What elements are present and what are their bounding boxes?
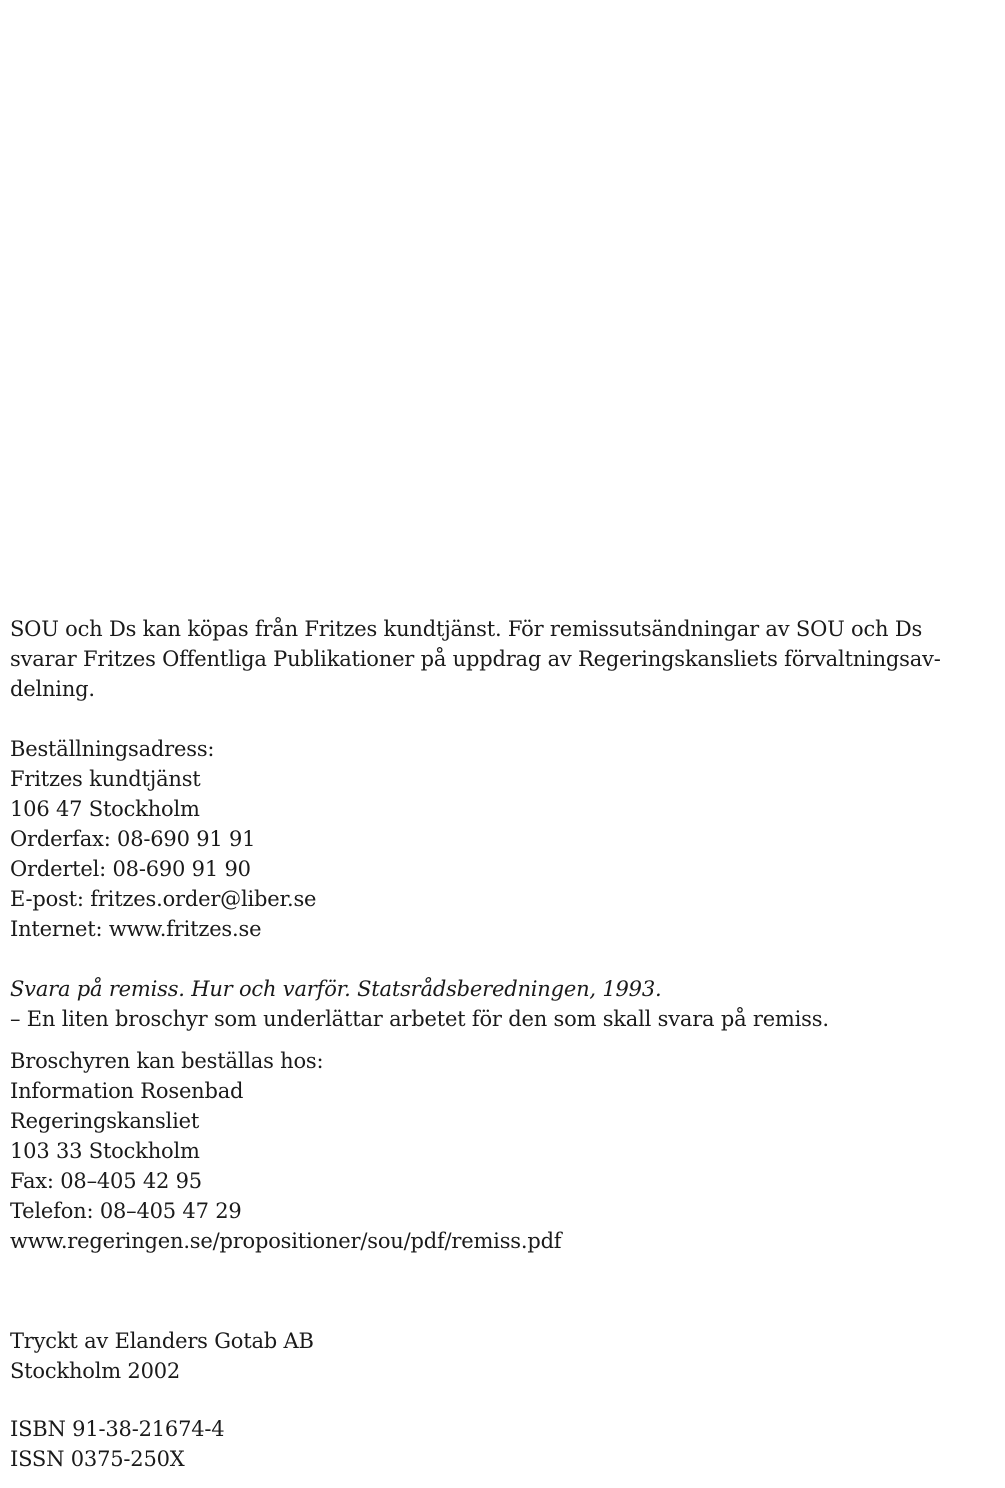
brochure-contact-heading: Broschyren kan beställas hos: (10, 1049, 324, 1073)
brochure-contact-phone: Telefon: 08–405 47 29 (10, 1199, 242, 1223)
brochure-contact-org: Information Rosenbad (10, 1079, 244, 1103)
brochure-reference (10, 974, 970, 1034)
order-heading: Beställningsadress: (10, 737, 215, 761)
order-fax: Orderfax: 08-690 91 91 (10, 827, 256, 851)
printer-name: Tryckt av Elanders Gotab AB (10, 1329, 314, 1353)
brochure-description: – En liten broschyr som underlättar arbetet för den som skall svara på remiss. (10, 1007, 829, 1031)
order-address-block (10, 734, 970, 944)
order-company: Fritzes kundtjänst (10, 767, 201, 791)
order-postal: 106 47 Stockholm (10, 797, 200, 821)
order-internet: Internet: www.fritzes.se (10, 917, 262, 941)
brochure-contact-dept: Regeringskansliet (10, 1109, 200, 1133)
issn-number: ISSN 0375-250X (10, 1447, 185, 1471)
brochure-contact-block (10, 1046, 970, 1256)
order-phone: Ordertel: 08-690 91 90 (10, 857, 251, 881)
intro-paragraph (10, 614, 970, 704)
brochure-contact-url: www.regeringen.se/propositioner/sou/pdf/remiss.pdf (10, 1229, 562, 1253)
isbn-number: ISBN 91-38-21674-4 (10, 1417, 225, 1441)
brochure-contact-fax: Fax: 08–405 42 95 (10, 1169, 202, 1193)
identifiers-block (10, 1414, 970, 1474)
intro-text: SOU och Ds kan köpas från Fritzes kundtjänst. För remissutsändningar av SOU och Ds svarar Fritzes Offentliga Publikationer på uppdrag av Regeringskansliets förvaltningsav-delning. (10, 617, 941, 701)
order-email: E-post: fritzes.order@liber.se (10, 887, 317, 911)
printer-place-year: Stockholm 2002 (10, 1359, 181, 1383)
printer-block (10, 1326, 970, 1386)
brochure-contact-postal: 103 33 Stockholm (10, 1139, 200, 1163)
brochure-title: Svara på remiss. Hur och varför. Statsrådsberedningen, 1993. (10, 977, 662, 1001)
